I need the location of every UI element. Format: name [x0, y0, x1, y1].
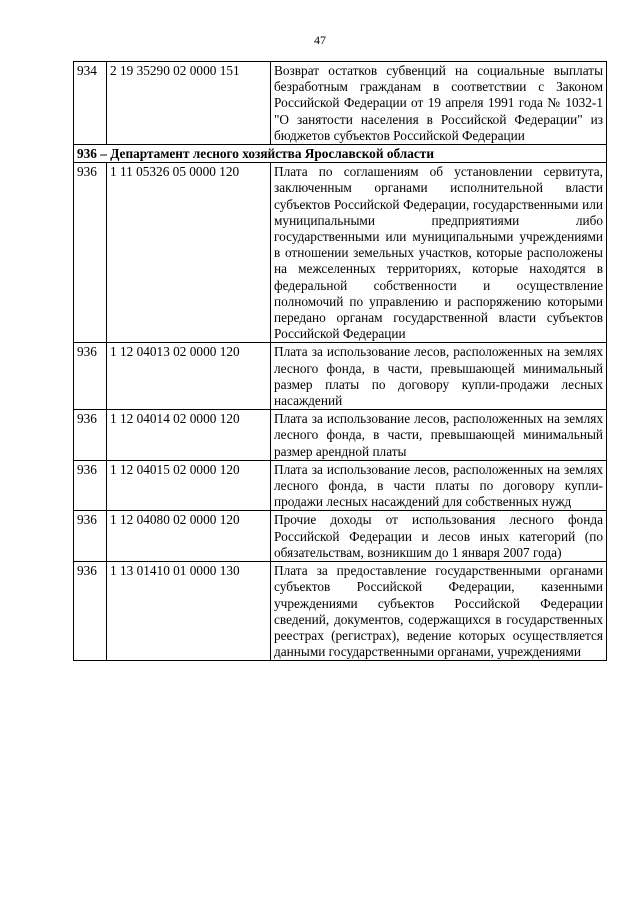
table-row: [74, 410, 607, 461]
description-cell: Плата за использование лесов, расположенных на землях лесного фонда, в части платы по договору купли-продажи лесных насаждений для собственных нужд: [271, 460, 607, 511]
budget-code-cell: 1 12 04013 02 0000 120: [107, 343, 271, 410]
section-header-row: [74, 145, 607, 163]
table-row: [74, 511, 607, 562]
budget-code-cell: 1 13 01410 01 0000 130: [107, 562, 271, 661]
budget-code-cell: 1 11 05326 05 0000 120: [107, 163, 271, 343]
budget-code-cell: 2 19 35290 02 0000 151: [107, 62, 271, 145]
description-cell: Плата за использование лесов, расположенных на землях лесного фонда, в части, превышающей минимальный размер арендной платы: [271, 410, 607, 461]
description-cell: Возврат остатков субвенций на социальные выплаты безработным гражданам в соответствии с Законом Российской Федерации от 19 апреля 1991 года № 1032-1 "О занятости населения в Российской Федерации" из бюджетов субъектов Российской Федерации: [271, 62, 607, 145]
table-row: [74, 343, 607, 410]
budget-code-cell: 1 12 04015 02 0000 120: [107, 460, 271, 511]
table-row: [74, 562, 607, 661]
admin-code-cell: 936: [74, 562, 107, 661]
description-cell: Плата за предоставление государственными органами субъектов Российской Федерации, казенными учреждениями субъектов Российской Федерации сведений, документов, содержащихся в государственных реестрах (регистрах), ведение которых осуществляется данными государственными органами, учреждениями: [271, 562, 607, 661]
admin-code-cell: 936: [74, 511, 107, 562]
budget-code-cell: 1 12 04014 02 0000 120: [107, 410, 271, 461]
description-cell: Плата за использование лесов, расположенных на землях лесного фонда, в части, превышающей минимальный размер платы по договору купли-продажи лесных насаждений: [271, 343, 607, 410]
table-row: [74, 460, 607, 511]
page-number: 47: [314, 33, 326, 47]
admin-code-cell: 936: [74, 410, 107, 461]
admin-code-cell: 936: [74, 343, 107, 410]
admin-code-cell: 934: [74, 62, 107, 145]
budget-code-cell: 1 12 04080 02 0000 120: [107, 511, 271, 562]
budget-codes-table: [73, 61, 607, 661]
admin-code-cell: 936: [74, 460, 107, 511]
table-row: [74, 62, 607, 145]
description-cell: Прочие доходы от использования лесного фонда Российской Федерации и лесов иных категорий (по обязательствам, возникшим до 1 января 2007 года): [271, 511, 607, 562]
table-row: [74, 163, 607, 343]
description-cell: Плата по соглашениям об установлении сервитута, заключенным органами исполнительной власти субъектов Российской Федерации, государственными или муниципальными предприятиями либо государственными или муниципальными учреждениями в отношении земельных участков, которые расположены на межселенных территориях, которые находятся в федеральной собственности и осуществление полномочий по управлению и распоряжению которыми передано органам государственной власти субъектов Российской Федерации: [271, 163, 607, 343]
admin-code-cell: 936: [74, 163, 107, 343]
section-title: 936 – Департамент лесного хозяйства Ярославской области: [74, 145, 607, 163]
